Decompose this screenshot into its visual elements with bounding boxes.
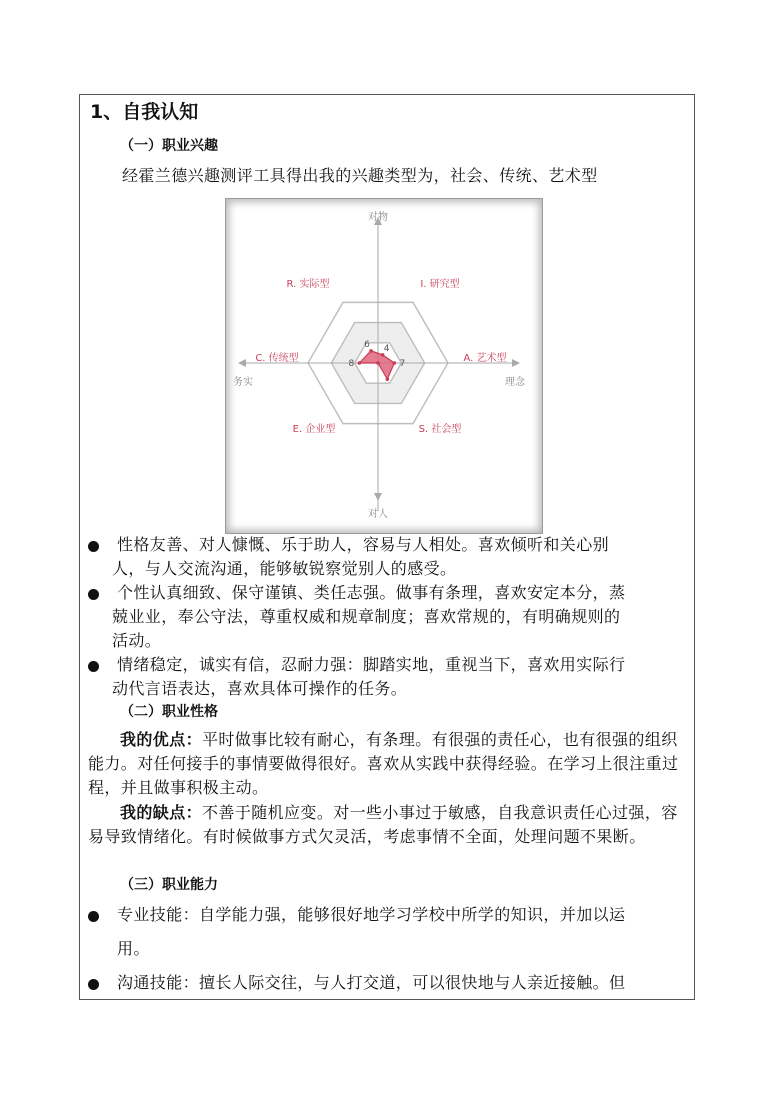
radar-data-point <box>358 361 362 365</box>
bullet-line: 沟通技能：擅长人际交往，与人打交道，可以很快地与人亲近接触。但 <box>117 973 626 992</box>
radar-axis-label-right: 理念 <box>505 377 525 388</box>
bullet-line: 专业技能：自学能力强，能够很好地学习学校中所学的知识，并加以运 <box>117 905 626 924</box>
radar-category-label: R. 实际型 <box>286 279 330 290</box>
bullet-line: 用。 <box>117 939 150 958</box>
cons-paragraph <box>88 801 688 849</box>
bullet-line: 情绪稳定，诚实有信，忍耐力强：脚踏实地，重视当下，喜欢用实际行 <box>117 655 626 674</box>
radar-category-label: E. 企业型 <box>292 424 336 435</box>
bullet-dot <box>88 979 99 990</box>
bullet-line: 活动。 <box>112 631 162 650</box>
pros-label: 我的优点： <box>120 730 203 749</box>
radar-value-label: 4 <box>383 343 390 354</box>
radar-axis-label-top: 对物 <box>368 212 388 223</box>
radar-axis-label-bottom: 对人 <box>368 509 388 520</box>
radar-category-label: I. 研究型 <box>420 279 460 290</box>
radar-svg <box>226 199 542 533</box>
bullet-dot <box>88 661 99 672</box>
bullet-dot <box>88 589 99 600</box>
radar-data-point <box>376 361 380 365</box>
interest-intro: 经霍兰德兴趣测评工具得出我的兴趣类型为，社会、传统、艺术型 <box>122 166 598 185</box>
cons-label: 我的缺点： <box>120 803 203 822</box>
radar-value-label: 8 <box>348 359 355 369</box>
document-table-cell <box>79 94 695 1000</box>
radar-axis-label-left: 务实 <box>233 377 253 388</box>
bullet-line: 动代言语表达，喜欢具体可操作的任务。 <box>112 679 408 698</box>
radar-category-label: S. 社会型 <box>418 424 462 435</box>
cons-text: 不善于随机应变。对一些小事过于敏感，自我意识责任心过强，容易导致情绪化。有时候做事方式欠灵活，考虑事情不全面，处理问题不果断。 <box>88 803 678 846</box>
section-title: 1、自我认知 <box>90 101 199 123</box>
bullet-line: 兢业业，奉公守法，尊重权威和规章制度；喜欢常规的，有明确规则的 <box>112 607 621 626</box>
ability-heading: （三）职业能力 <box>120 877 218 893</box>
radar-category-label: A. 艺术型 <box>463 353 507 364</box>
holland-radar-chart <box>225 198 543 534</box>
bullet-line: 人，与人交流沟通，能够敏锐察觉别人的感受。 <box>112 559 457 578</box>
bullet-line: 个性认真细致、保守谨镇、类任志强。做事有条理，喜欢安定本分，蒸 <box>117 583 626 602</box>
bullet-line: 性格友善、对人慷慨、乐于助人，容易与人相处。喜欢倾听和关心别 <box>117 535 610 554</box>
radar-data-point <box>386 377 390 381</box>
radar-data-point <box>393 361 397 365</box>
radar-value-label: 6 <box>364 339 370 350</box>
interest-heading: （一）职业兴趣 <box>120 138 218 154</box>
personality-heading: （二）职业性格 <box>120 704 218 720</box>
pros-paragraph <box>88 728 688 800</box>
radar-value-label: 7 <box>399 359 406 369</box>
radar-category-label: C. 传统型 <box>255 353 299 364</box>
pros-text: 平时做事比较有耐心，有条理。有很强的责任心，也有很强的组织能力。对任何接手的事情要做得很好。喜欢从实践中获得经验。在学习上很注重过程，并且做事积极主动。 <box>88 730 679 797</box>
bullet-dot <box>88 911 99 922</box>
bullet-dot <box>88 541 99 552</box>
